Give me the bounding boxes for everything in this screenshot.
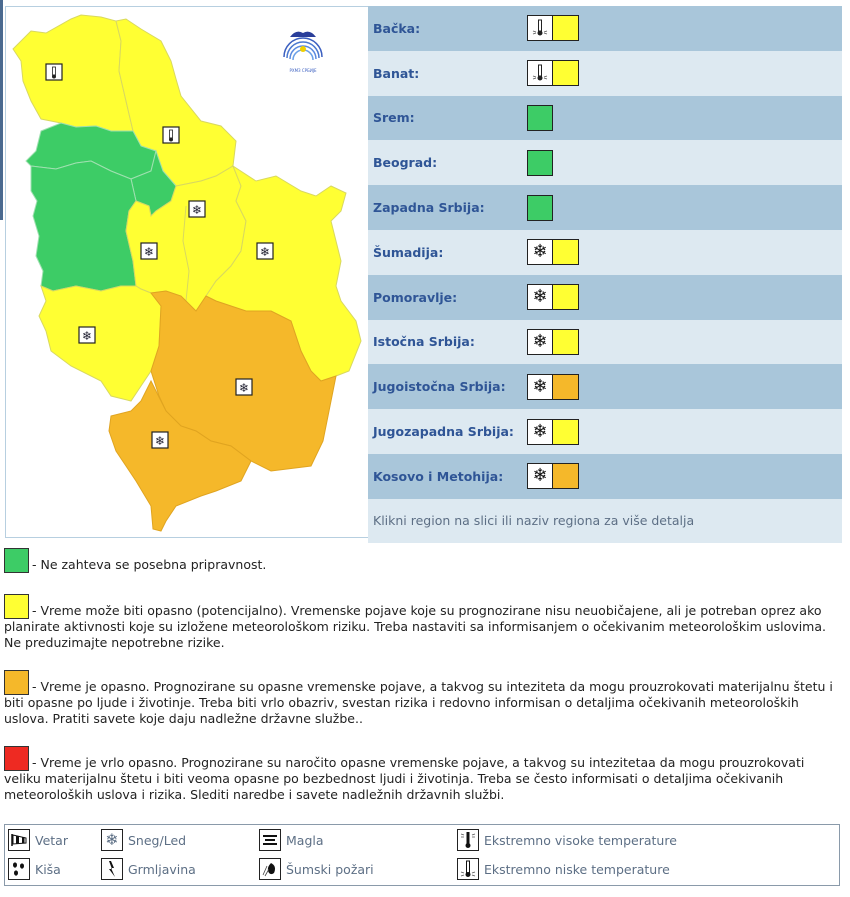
thermometer-high-icon [457,829,479,851]
warning-level-green [527,150,553,176]
svg-text:❄: ❄ [143,245,155,259]
legend-green [4,548,844,573]
icon-legend-label: Kiša [35,861,61,877]
legend-red-text: - Vreme je vrlo opasno. Prognozirane su naročito opasne vremenske pojave, a takvog su intezitetaa da mogu prouzrokovati veliku materijalnu štetu i biti veoma opasne po bezbednost ljudi i životinja. Treba se često informisati o detaljima očekivanih meteoroloških uslova i rizika. Slediti naredbe i savete nadležnih državnih službi. [4,755,805,802]
marker-pomoravlje[interactable] [189,201,205,217]
svg-text:❄: ❄ [191,203,203,217]
warning-level-yellow [553,239,579,265]
icon-legend-label: Sneg/Led [128,832,187,848]
legend-yellow [4,594,844,651]
marker-backa[interactable] [46,64,62,80]
svg-text:❄: ❄ [238,381,250,395]
region-row-jugozapadna-srbija[interactable] [368,409,842,454]
region-table [368,6,842,543]
marker-jugoistocna-srbija[interactable] [236,379,252,395]
region-name[interactable]: Zapadna Srbija: [373,200,485,216]
icon-legend-high-temp [457,829,677,851]
serbia-warning-map [5,6,369,538]
icon-legend-wind [8,829,68,851]
left-edge-bar [0,0,3,220]
legend-orange-text: - Vreme je opasno. Prognozirane su opasne vremenske pojave, a takvog su inteziteta da mogu prouzrokovati materijalnu štetu i biti opasne po ljude i životinje. Treba biti vrlo obazriv, svestan rizika i redovno informisan o detaljima očekivanih meteoroloških uslova. Pratiti savete koje daju nadležne državne službe.. [4,679,833,726]
red-swatch [4,746,29,771]
legend-red [4,746,844,803]
snow-ice-icon: ❄ [527,284,553,310]
icon-legend-label: Ekstremno visoke temperature [484,832,677,848]
icon-legend-snow [101,829,186,851]
icon-legend-label: Ekstremno niske temperature [484,861,670,877]
icon-legend-rain [8,858,61,880]
hint-text: Klikni region na slici ili naziv regiona za više detalja [368,499,842,543]
snow-ice-icon: ❄ [527,463,553,489]
rain-icon [8,858,30,880]
warning-level-green [527,105,553,131]
wind-icon [8,829,30,851]
thermometer-low-icon [457,858,479,880]
warning-level-yellow [553,60,579,86]
region-row-istocna-srbija[interactable] [368,320,842,365]
region-name[interactable]: Jugoistočna Srbija: [373,379,506,395]
map-svg [6,7,370,539]
region-name[interactable]: Banat: [373,65,420,81]
region-name[interactable]: Bačka: [373,20,421,36]
region-name[interactable]: Pomoravlje: [373,289,458,305]
icon-legend-low-temp [457,858,670,880]
orange-swatch [4,670,29,695]
warning-level-orange [553,463,579,489]
region-row-backa[interactable] [368,6,842,51]
legend-orange [4,670,844,727]
snow-ice-icon: ❄ [527,329,553,355]
region-row-pomoravlje[interactable] [368,275,842,320]
marker-kosovo-i-metohija[interactable] [152,432,168,448]
snow-ice-icon: ❄ [527,419,553,445]
thermometer-low-icon [527,60,553,86]
svg-text:РХМЗ СРБИЈЕ: РХМЗ СРБИЈЕ [289,68,317,73]
icon-legend-fog [259,829,324,851]
yellow-swatch [4,594,29,619]
snow-ice-icon: ❄ [527,374,553,400]
region-name[interactable]: Istočna Srbija: [373,334,475,350]
snow-ice-icon: ❄ [527,239,553,265]
region-name[interactable]: Kosovo i Metohija: [373,468,504,484]
warning-level-orange [553,374,579,400]
legend-green-text: - Ne zahteva se posebna pripravnost. [32,557,267,572]
warning-level-yellow [553,419,579,445]
map-region-zapadna-srbija[interactable] [31,161,136,291]
svg-text:❄: ❄ [259,245,271,259]
green-swatch [4,548,29,573]
region-row-sumadija[interactable] [368,230,842,275]
thunder-icon [101,858,123,880]
region-row-zapadna-srbija[interactable] [368,185,842,230]
rhmz-logo [276,27,330,77]
thermometer-low-icon [527,15,553,41]
icon-legend-forest-fire [259,858,374,880]
icon-legend-label: Vetar [35,832,68,848]
region-row-banat[interactable] [368,51,842,96]
marker-sumadija[interactable] [141,243,157,259]
warning-level-green [527,195,553,221]
warning-level-yellow [553,329,579,355]
map-region-backa[interactable] [13,15,133,131]
region-row-jugoistocna-srbija[interactable] [368,364,842,409]
icon-legend-label: Grmljavina [128,861,196,877]
region-name[interactable]: Jugozapadna Srbija: [373,424,514,440]
svg-text:❄: ❄ [81,329,93,343]
svg-text:❄: ❄ [154,434,166,448]
icon-legend-label: Magla [286,832,324,848]
icon-legend-label: Šumski požari [286,861,374,877]
icon-legend-thunder [101,858,196,880]
map-region-jugozapadna-srbija[interactable] [39,286,161,401]
legend-yellow-text: - Vreme može biti opasno (potencijalno). Vremenske pojave koje su prognozirane nisu neuobičajene, ali je potreban oprez ako planirate aktivnosti koje su izložene meteorološkom riziku. Treba nastaviti sa informisanjem o očekivanim meteorološkim uslovima. Ne preduzimajte nepotrebne rizike. [4,603,826,650]
fog-icon [259,829,281,851]
icon-legend [4,824,840,886]
marker-banat[interactable] [163,127,179,143]
warning-level-yellow [553,284,579,310]
snow-ice-icon: ❄ [101,829,123,851]
forest-fire-icon [259,858,281,880]
region-row-beograd[interactable] [368,140,842,185]
region-row-srem[interactable] [368,96,842,141]
region-row-kosovo-i-metohija[interactable] [368,454,842,499]
region-name[interactable]: Beograd: [373,155,438,171]
warning-level-yellow [553,15,579,41]
region-name[interactable]: Šumadija: [373,244,444,260]
marker-jugozapadna-srbija[interactable] [79,327,95,343]
region-name[interactable]: Srem: [373,110,415,126]
marker-istocna-srbija[interactable] [257,243,273,259]
